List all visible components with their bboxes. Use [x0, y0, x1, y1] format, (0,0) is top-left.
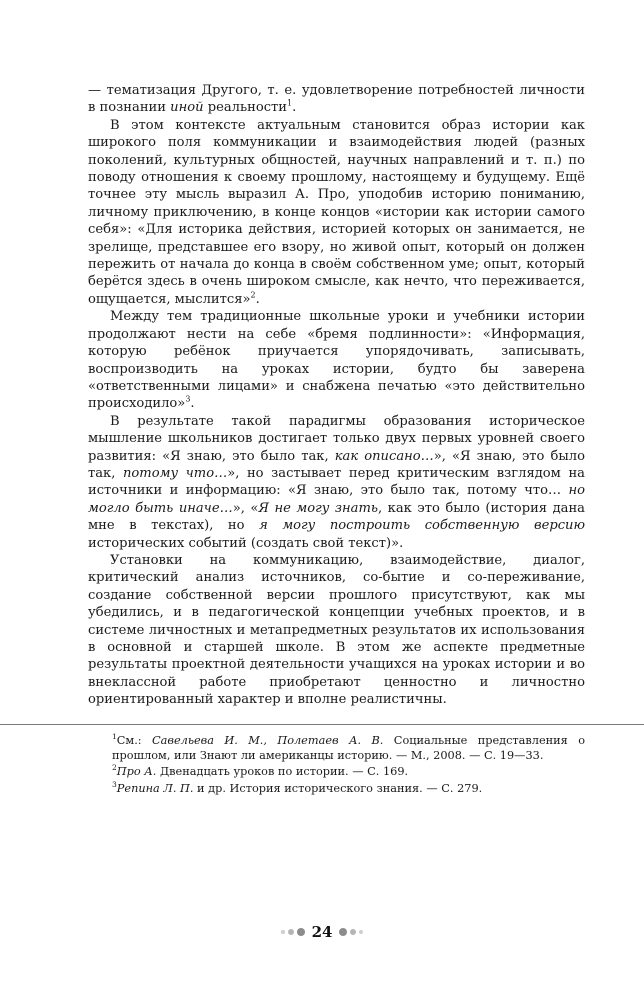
- footnote-text: Социальные представления о прошлом, или Знают ли американцы историю. — М., 2008. — С. 19—33.: [112, 734, 586, 763]
- text-run: », но застывает перед критическим взглядом на источники и информацию: «Я знаю, это было так, потому что…: [88, 465, 585, 499]
- footnote-author: Савельева И. М., Полетаев А. В.: [152, 734, 384, 747]
- italic-run: Я не могу знать: [258, 500, 378, 516]
- paragraph-3: [88, 308, 585, 412]
- paragraph-4: [88, 413, 585, 552]
- text-run: исторических событий (создать свой текст)».: [88, 535, 404, 551]
- text-run: Между тем традиционные школьные уроки и учебники истории продолжают нести на себе «бремя подлинности»: «Информация, которую ребёнок приучается упорядочивать, записывать, воспроизводить на уроках истории, будто бы заверена «ответственными лицами» и снабжена печатью «это действительно происходило»: [88, 309, 585, 412]
- footnote-ref-3[interactable]: 3: [185, 394, 191, 404]
- italic-run: я могу построить собственную версию: [259, 518, 585, 534]
- footnote-3: [112, 781, 585, 796]
- footnote-mark: 1: [112, 732, 117, 742]
- footnote-mark: 3: [112, 779, 117, 789]
- footnote-text: и др. История исторического знания. — С. 279.: [193, 781, 483, 795]
- footnotes: [112, 733, 585, 797]
- italic-run: как описано…: [334, 448, 434, 464]
- dot-icon: [288, 929, 294, 935]
- footnote-divider: [0, 724, 644, 725]
- dot-icon: [297, 928, 305, 936]
- dot-icon: [339, 928, 347, 936]
- italic-run: но могло быть иначе…: [88, 483, 585, 516]
- text-run: , как это было (история дана мне в текстах), но: [88, 500, 585, 534]
- text-run: реальности: [203, 100, 288, 116]
- text-run: .: [292, 100, 297, 116]
- footnote-1: [112, 733, 585, 763]
- footnote-author: Про А.: [116, 765, 157, 779]
- footnote-text: Двенадцать уроков по истории. — С. 169.: [156, 765, 409, 779]
- footnote-author: Репина Л. П.: [116, 781, 194, 795]
- paragraph-1: [88, 82, 585, 117]
- dot-icon: [281, 930, 285, 934]
- text-run: См.:: [116, 734, 152, 747]
- footnote-ref-2[interactable]: 2: [250, 290, 256, 300]
- paragraph-2: [88, 117, 585, 308]
- main-text: [88, 82, 585, 709]
- page-footer: [0, 920, 644, 944]
- text-run: — тематизация Другого, т. е. удовлетворение потребностей личности в познании: [88, 83, 585, 116]
- paragraph-5: Установки на коммуникацию, взаимодействие, диалог, критический анализ источников, со-бытие и со-переживание, создание собственной версии прошлого присутствуют, как мы убедились, и в педагогической концепции учебных проектов, и в системе личностных и метапредметных результатов их использования в основной и старшей школе. В этом же аспекте предметные результаты проектной деятельности учащихся на уроках истории и во внеклассной работе приобретают ценностно и личностно ориентированный характер и вполне реалистичны.: [88, 552, 585, 708]
- page-number: 24: [311, 923, 333, 941]
- text-run: В этом контексте актуальным становится образ истории как широкого поля коммуникации и взаимодействия людей (разных поколений, культурных общностей, научных направлений и т. п.) по поводу отношения к своему прошлому, настоящему и будущему. Ещё точнее эту мысль выразил А. Про, уподобив историю пониманию, личному приключению, в конце концов «истории как истории самого себя»: «Для историка действия, историей которых он занимается, не зрелище, представшее его взору, но живой опыт, который он должен пережить от начала до конца в своём собственном уме; опыт, который берётся здесь в очень широком смысле, как нечто, что переживается, ощущается, мыслится»: [88, 117, 585, 307]
- footnote-ref-1[interactable]: 1: [287, 99, 293, 109]
- text-run: », «: [232, 500, 259, 516]
- italic-run: иной: [170, 100, 204, 116]
- footnote-mark: 2: [112, 763, 117, 773]
- text-run: », «Я знаю, это было так,: [88, 448, 585, 481]
- dot-icon: [350, 929, 356, 935]
- dot-icon: [359, 930, 363, 934]
- italic-run: потому что…: [122, 465, 228, 481]
- text-run: В результате такой парадигмы образования историческое мышление школьников достигает только двух первых уровней своего развития: «Я знаю, это было так,: [88, 413, 585, 464]
- text-run: .: [190, 396, 195, 412]
- text-run: .: [255, 291, 260, 307]
- footnote-2: [112, 764, 585, 779]
